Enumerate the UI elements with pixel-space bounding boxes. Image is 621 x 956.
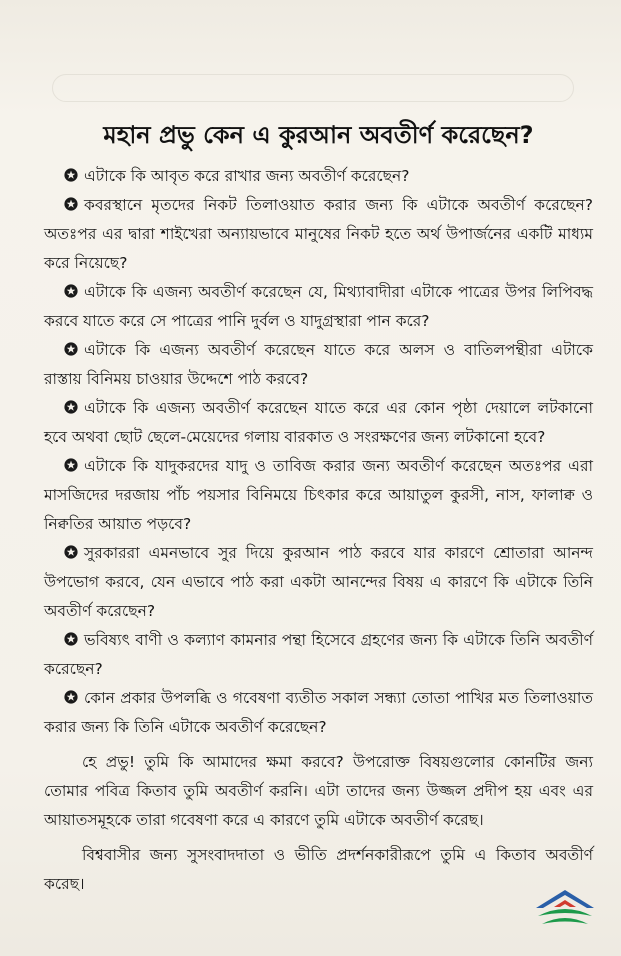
question-item <box>44 191 593 278</box>
question-text: কোন প্রকার উপলব্ধি ও গবেষণা ব্যতীত সকাল সন্ধ্যা তোতা পাখির মত তিলাওয়াত করার জন্য কি তিনি এটাকে অবতীর্ণ করেছেন? <box>44 689 594 736</box>
question-item <box>44 539 593 626</box>
page-title: মহান প্রভু কেন এ কুরআন অবতীর্ণ করেছেন? <box>103 121 534 149</box>
question-item <box>44 162 593 191</box>
star-bullet-icon <box>64 545 78 559</box>
question-text: এটাকে কি এজন্য অবতীর্ণ করেছেন যাতে করে এর কোন পৃষ্ঠা দেয়ালে লটকানো হবে অথবা ছোট ছেলে-মেয়েদের গলায় বারকাত ও সংরক্ষণের জন্য লটকানো হবে? <box>44 399 593 446</box>
question-list <box>44 162 593 742</box>
question-text: এটাকে কি এজন্য অবতীর্ণ করেছেন যাতে করে অলস ও বাতিলপন্থীরা এটাকে রাস্তায় বিনিময় চাওয়ার উদ্দেশে পাঠ করবে? <box>44 341 593 388</box>
question-item <box>44 626 593 684</box>
star-bullet-icon <box>64 342 78 356</box>
question-text: এটাকে কি আবৃত করে রাখার জন্য অবতীর্ণ করেছেন? <box>84 167 410 185</box>
closing-paragraph: বিশ্ববাসীর জন্য সুসংবাদদাতা ও ভীতি প্রদর্শনকারীরূপে তুমি এ কিতাব অবতীর্ণ করেছ। <box>44 846 593 893</box>
star-bullet-icon <box>64 168 78 182</box>
question-text: এটাকে কি এজন্য অবতীর্ণ করেছেন যে, মিথ্যাবাদীরা এটাকে পাত্রের উপর লিপিবদ্ধ করবে যাতে করে সে পাত্রের পানি দুর্বল ও যাদুগ্রস্থারা পান করে? <box>44 283 593 330</box>
star-bullet-icon <box>64 400 78 414</box>
question-text: কবরস্থানে মৃতদের নিকট তিলাওয়াত করার জন্য কি এটাকে অবতীর্ণ করেছেন? অতঃপর এর দ্বারা শাইখেরা অন্যায়ভাবে মানুষের নিকট হতে অর্থ উপার্জনের একটি মাধ্যম করে নিয়েছে? <box>44 196 593 272</box>
closing-paragraph: হে প্রভু! তুমি কি আমাদের ক্ষমা করবে? উপরোক্ত বিষয়গুলোর কোনটির জন্য তোমার পবিত্র কিতাব তুমি অবতীর্ণ করনি। এটা তাদের জন্য উজ্জল প্রদীপ হয় এবং এর আয়াতসমূহকে তারা গবেষণা করে এ কারণে তুমি এটাকে অবতীর্ণ করেছ। <box>44 753 593 829</box>
question-item <box>44 684 593 742</box>
question-item <box>44 278 593 336</box>
question-item <box>44 394 593 452</box>
star-bullet-icon <box>64 197 78 211</box>
question-item <box>44 336 593 394</box>
question-text: এটাকে কি যাদুকরদের যাদু ও তাবিজ করার জন্য অবতীর্ণ করেছেন অতঃপর এরা মাসজিদের দরজায় পাঁচ পয়সার বিনিময়ে চিৎকার করে আয়াতুল কুরসী, নাস, ফালাক্ব ও নিক্বতির আয়াত পড়বে? <box>44 457 593 533</box>
question-text: সুরকাররা এমনভাবে সুর দিয়ে কুরআন পাঠ করবে যার কারণে শ্রোতারা আনন্দ উপভোগ করবে, যেন এভাবে পাঠ করা একটা আনন্দের বিষয় এ কারণে কি এটাকে তিনি অবতীর্ণ করেছেন? <box>44 544 593 620</box>
star-bullet-icon <box>64 284 78 298</box>
star-bullet-icon <box>64 458 78 472</box>
star-bullet-icon <box>64 632 78 646</box>
faint-header-band <box>52 74 574 102</box>
star-bullet-icon <box>64 690 78 704</box>
question-text: ভবিষ্যৎ বাণী ও কল্যাণ কামনার পন্থা হিসেবে গ্রহণের জন্য কি এটাকে তিনি অবতীর্ণ করেছেন? <box>44 631 593 678</box>
publisher-logo-icon <box>532 880 598 932</box>
question-item <box>44 452 593 539</box>
